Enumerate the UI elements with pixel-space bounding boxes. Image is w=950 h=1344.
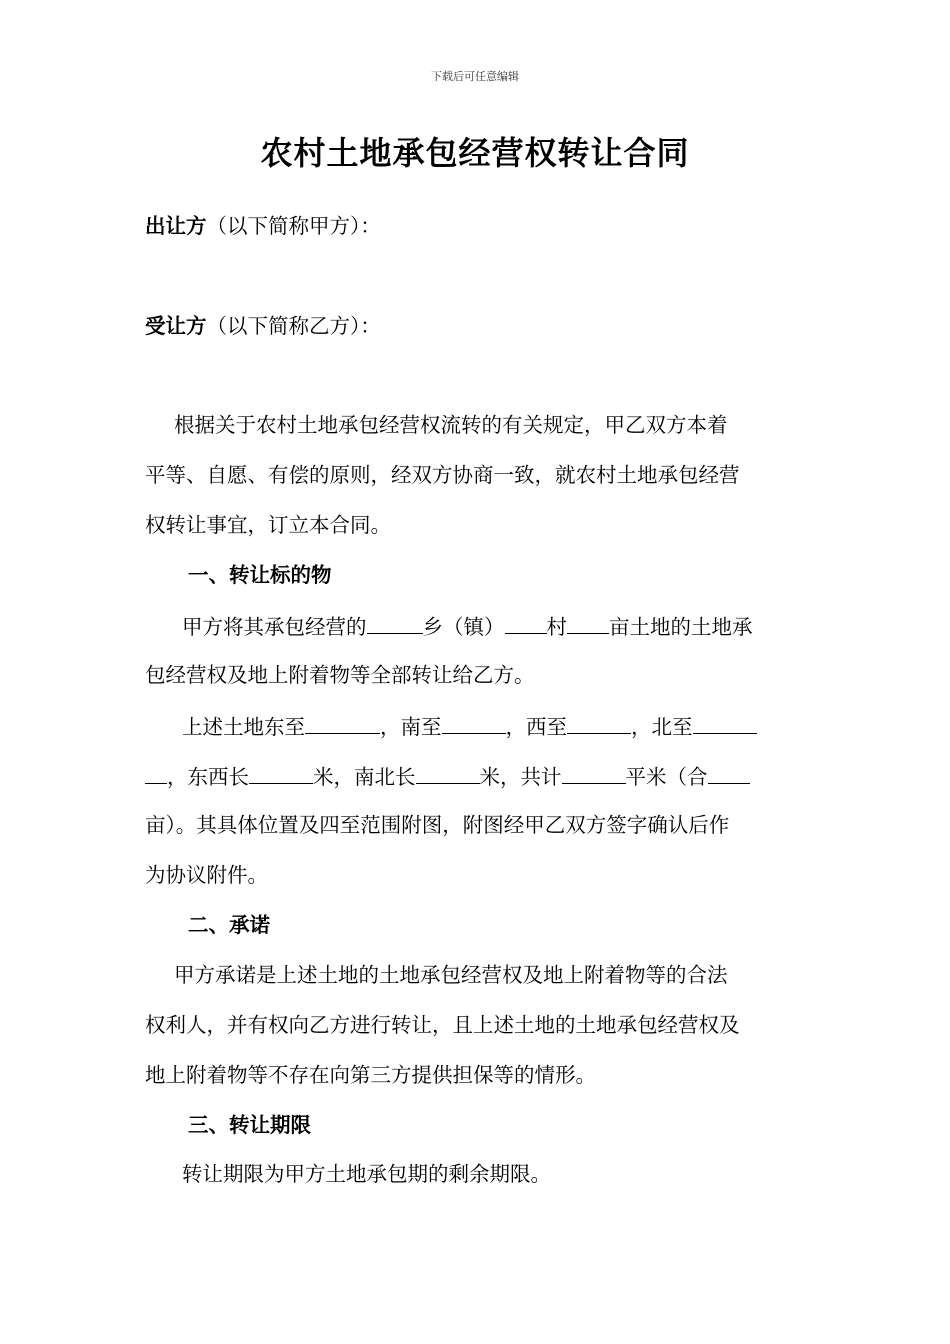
transferor-line (145, 216, 381, 237)
text-segment: 上述土地东至 (182, 715, 305, 739)
text-segment: ，西至 (505, 715, 567, 739)
fill-blank-west (567, 715, 631, 734)
fill-blank-north (693, 715, 757, 734)
preamble-line-1: 根据关于农村土地承包经营权流转的有关规定，甲乙双方本着 (174, 413, 728, 437)
transferor-suffix: （以下简称甲方）： (206, 214, 381, 238)
fill-blank-east (305, 715, 380, 734)
section3-heading: 三、转让期限 (188, 1113, 311, 1137)
fill-blank-mu (567, 615, 609, 634)
preamble-line-3: 权转让事宜，订立本合同。 (145, 513, 391, 537)
section1-p2-line4: 为协议附件。 (145, 863, 268, 887)
section2-line1: 甲方承诺是上述土地的土地承包经营权及地上附着物等的合法 (174, 963, 728, 987)
fill-blank-north-cont (145, 765, 167, 784)
text-segment: 村 (546, 615, 567, 639)
text-segment: ，北至 (631, 715, 693, 739)
fill-blank-ew-length (249, 765, 313, 784)
fill-blank-area (562, 765, 626, 784)
section1-p1-line1 (182, 615, 753, 638)
text-segment: 甲方将其承包经营的 (182, 615, 367, 639)
text-segment: 米，共计 (479, 765, 562, 789)
text-segment: 米，南北长 (313, 765, 416, 789)
section1-p2-line1 (182, 715, 757, 738)
section1-heading: 一、转让标的物 (188, 563, 332, 587)
section1-p1-line2: 包经营权及地上附着物等全部转让给乙方。 (145, 663, 535, 687)
section3-line1: 转让期限为甲方土地承包期的剩余期限。 (182, 1162, 551, 1186)
transferee-label: 受让方 (145, 314, 207, 338)
fill-blank-village (505, 615, 547, 634)
transferee-line (145, 316, 381, 337)
fill-blank-south (442, 715, 506, 734)
text-segment: 乡（镇） (422, 615, 505, 639)
document-title: 农村土地承包经营权转让合同 (260, 134, 690, 172)
fill-blank-mu-equivalent (708, 765, 750, 784)
section1-p2-line2 (145, 765, 750, 788)
text-segment: 亩土地的土地承 (609, 615, 753, 639)
text-segment: ，东西长 (167, 765, 249, 789)
section2-heading: 二、承诺 (188, 913, 270, 937)
transferee-suffix: （以下简称乙方）： (206, 314, 381, 338)
header-note: 下载后可任意编辑 (431, 70, 519, 83)
fill-blank-township (367, 615, 423, 634)
section1-p2-line3: 亩）。其具体位置及四至范围附图，附图经甲乙双方签字确认后作 (145, 813, 730, 837)
section2-line3: 地上附着物等不存在向第三方提供担保等的情形。 (145, 1063, 596, 1087)
text-segment: 平米（合 (625, 765, 708, 789)
text-segment: ，南至 (380, 715, 442, 739)
preamble-line-2: 平等、自愿、有偿的原则，经双方协商一致，就农村土地承包经营 (145, 463, 740, 487)
fill-blank-ns-length (416, 765, 480, 784)
transferor-label: 出让方 (145, 214, 207, 238)
section2-line2: 权利人，并有权向乙方进行转让，且上述土地的土地承包经营权及 (145, 1013, 740, 1037)
